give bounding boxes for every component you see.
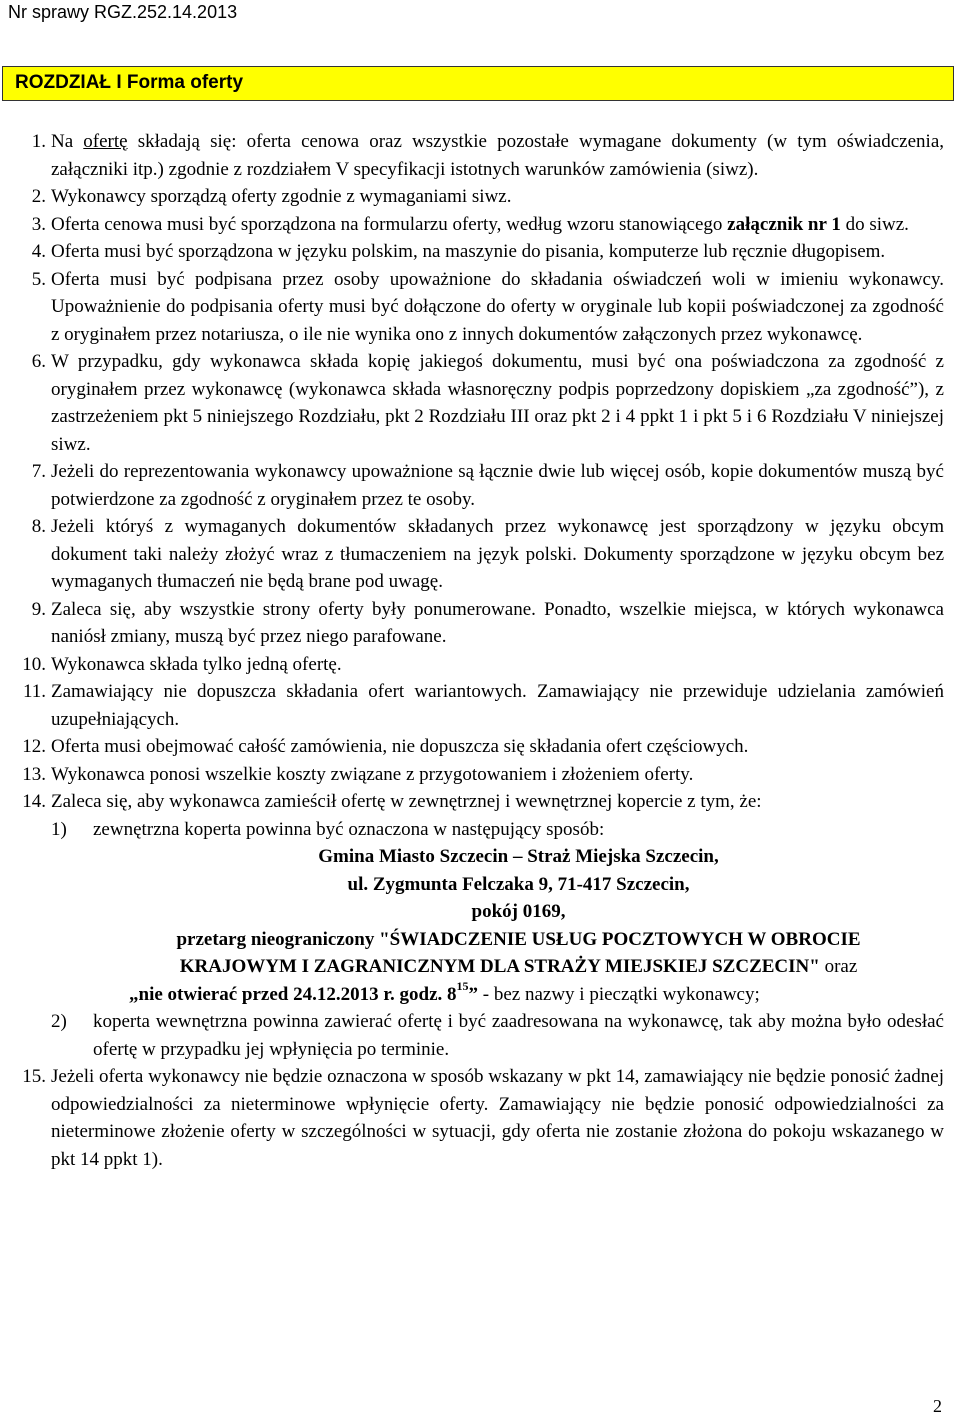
item-text: składają się: oferta cenowa oraz wszystkie pozostałe wymagane dokumenty (w tym oświadczenia, załączniki itp.) zgodnie z rozdziałem V specyfikacji istotnych warunków zamówienia (siwz). (51, 131, 944, 180)
list-item-5 (8, 266, 944, 349)
address-line-3: pokój 0169, (471, 901, 566, 922)
list-item-6 (8, 348, 944, 458)
sub-item-text: zewnętrzna koperta powinna być oznaczona w następujący sposób: (93, 818, 605, 840)
item-text: Wykonawca składa tylko jedną ofertę. (51, 653, 342, 675)
address-line-2: ul. Zygmunta Felczaka 9, 71-417 Szczecin, (347, 873, 690, 895)
item-number: 5. (31, 268, 46, 290)
item-number: 8. (31, 516, 46, 537)
item-text: Wykonawca ponosi wszelkie koszty związane z przygotowaniem i złożeniem oferty. (51, 763, 694, 785)
sub-item-number: 2) (51, 1011, 67, 1032)
item-number: 12. (22, 736, 46, 757)
offer-link-text: ofertę (83, 131, 128, 152)
item-text: Oferta musi być sporządzona w języku polskim, na maszynie do pisania, komputerze lub ręcznie długopisem. (51, 241, 886, 262)
notice-text: „nie otwierać przed 24.12.2013 r. godz. 8 (129, 983, 457, 1005)
item-number: 15. (22, 1066, 46, 1087)
sub-item-text: koperta wewnętrzna powinna zawierać ofertę i być zaadresowana na wykonawcę, tak aby można było odesłać ofertę w przypadku jej wpłynięcia po terminie. (93, 1011, 944, 1060)
item-number: 6. (31, 351, 46, 372)
item-text: Zamawiający nie dopuszcza składania ofert wariantowych. Zamawiający nie przewiduje udzielania zamówień uzupełniających. (51, 681, 944, 730)
item-text: Wykonawcy sporządzą oferty zgodnie z wymaganiami siwz. (51, 186, 512, 207)
list-item-15 (8, 1063, 944, 1173)
item-text-suffix: do siwz. (840, 213, 909, 235)
item-number: 2. (31, 186, 46, 207)
list-item-12 (8, 733, 944, 761)
item-text: Jeżeli któryś z wymaganych dokumentów składanych przez wykonawcę jest sporządzony w języku obcym dokument taki należy złożyć wraz z tłumaczeniem na język polski. Dokumenty sporządzone w języku obcym bez wymaganych tłumaczeń nie będą brane pod uwagę. (51, 516, 944, 592)
list-item-13 (8, 761, 944, 789)
item-number: 1. (31, 131, 46, 152)
address-line-1: Gmina Miasto Szczecin – Straż Miejska Szczecin, (318, 846, 719, 867)
sub-item-1 (51, 816, 944, 1009)
chapter-title: ROZDZIAŁ I Forma oferty (15, 72, 244, 93)
item-text: Oferta musi obejmować całość zamówienia, nie dopuszcza się składania ofert częściowych. (51, 736, 749, 757)
item-text-prefix: Na (51, 131, 84, 152)
oraz-text: oraz (819, 956, 858, 977)
item-text: Oferta musi być podpisana przez osoby upoważnione do składania oświadczeń woli w imieniu wykonawcy. Upoważnienie do podpisania oferty musi być dołączone do oferty w oryginale lub kopii poświadczonej za zgodność z oryginałem przez notariusza, o ile nie wynika ono z innych dokumentów załączonych przez wykonawcę. (51, 268, 944, 345)
item-number: 4. (31, 241, 46, 262)
tender-title-text: KRAJOWYM I ZAGRANICZNYM DLA STRAŻY MIEJSKIEJ SZCZECIN" (179, 956, 820, 977)
do-not-open-notice (93, 981, 944, 1009)
item-text: Zaleca się, aby wykonawca zamieścił ofertę w zewnętrznej i wewnętrznej kopercie z tym, że: (51, 791, 762, 812)
item-number: 14. (22, 791, 46, 812)
tender-title-line-2 (93, 953, 944, 981)
list-item-10 (8, 651, 944, 679)
item-text: Jeżeli do reprezentowania wykonawcy upoważnione są łącznie dwie lub więcej osób, kopie dokumentów muszą być potwierdzone za zgodność z oryginałem przez te osoby. (51, 461, 944, 510)
list-item-2 (8, 183, 944, 211)
notice-suffix: - bez nazwy i pieczątki wykonawcy; (478, 983, 760, 1005)
item-text: W przypadku, gdy wykonawca składa kopię jakiegoś dokumentu, musi być ona poświadczona za zgodność z oryginałem przez wykonawcę (wykonawca składa własnoręczny podpis poprzedzony dopiskiem „za zgodność”), z zastrzeżeniem pkt 5 niniejszego Rozdziału, pkt 2 Rozdziału III oraz pkt 2 i 4 ppkt 1 i pkt 5 i 6 Rozdziału V niniejszej siwz. (51, 351, 944, 455)
item-number: 10. (22, 653, 46, 675)
list-item-7 (8, 458, 944, 513)
requirements-list (8, 128, 944, 1173)
list-item-8 (8, 513, 944, 596)
case-number: Nr sprawy RGZ.252.14.2013 (8, 2, 238, 22)
list-item-9 (8, 596, 944, 651)
list-item-4 (8, 238, 944, 266)
chapter-heading-bar (2, 66, 954, 101)
item-number: 13. (22, 763, 46, 785)
item-number: 7. (31, 461, 46, 482)
sub-item-2 (51, 1008, 944, 1063)
item-number: 11. (22, 681, 46, 702)
list-item-3 (8, 211, 944, 239)
notice-close-quote: ” (468, 983, 479, 1005)
list-item-14 (8, 788, 944, 1063)
list-item-11 (8, 678, 944, 733)
notice-minutes: 15 (456, 979, 469, 994)
attachment-reference: załącznik nr 1 (727, 213, 841, 235)
item-text: Oferta cenowa musi być sporządzona na formularzu oferty, według wzoru stanowiącego (51, 213, 728, 235)
item-text: Jeżeli oferta wykonawcy nie będzie oznaczona w sposób wskazany w pkt 14, zamawiający nie będzie ponosić żadnej odpowiedzialności za nieterminowe wpłynięcie oferty. Zamawiający nie będzie ponosić odpowiedzialności za nieterminowe złożenie oferty w szczególności w sytuacji, gdy oferta nie zostanie złożona do pokoju wskazanego w pkt 14 ppkt 1). (51, 1066, 944, 1170)
item-text: Zaleca się, aby wszystkie strony oferty były ponumerowane. Ponadto, wszelkie miejsca, w których wykonawca naniósł zmiany, muszą być przez niego parafowane. (51, 598, 944, 647)
sub-item-number: 1) (51, 818, 67, 840)
page-number: 2 (933, 1396, 942, 1416)
list-item-1 (8, 128, 944, 183)
item-number: 3. (31, 213, 46, 235)
item-number: 9. (31, 598, 46, 620)
tender-title-line-1: przetarg nieograniczony "ŚWIADCZENIE USŁUG POCZTOWYCH W OBROCIE (176, 928, 861, 950)
